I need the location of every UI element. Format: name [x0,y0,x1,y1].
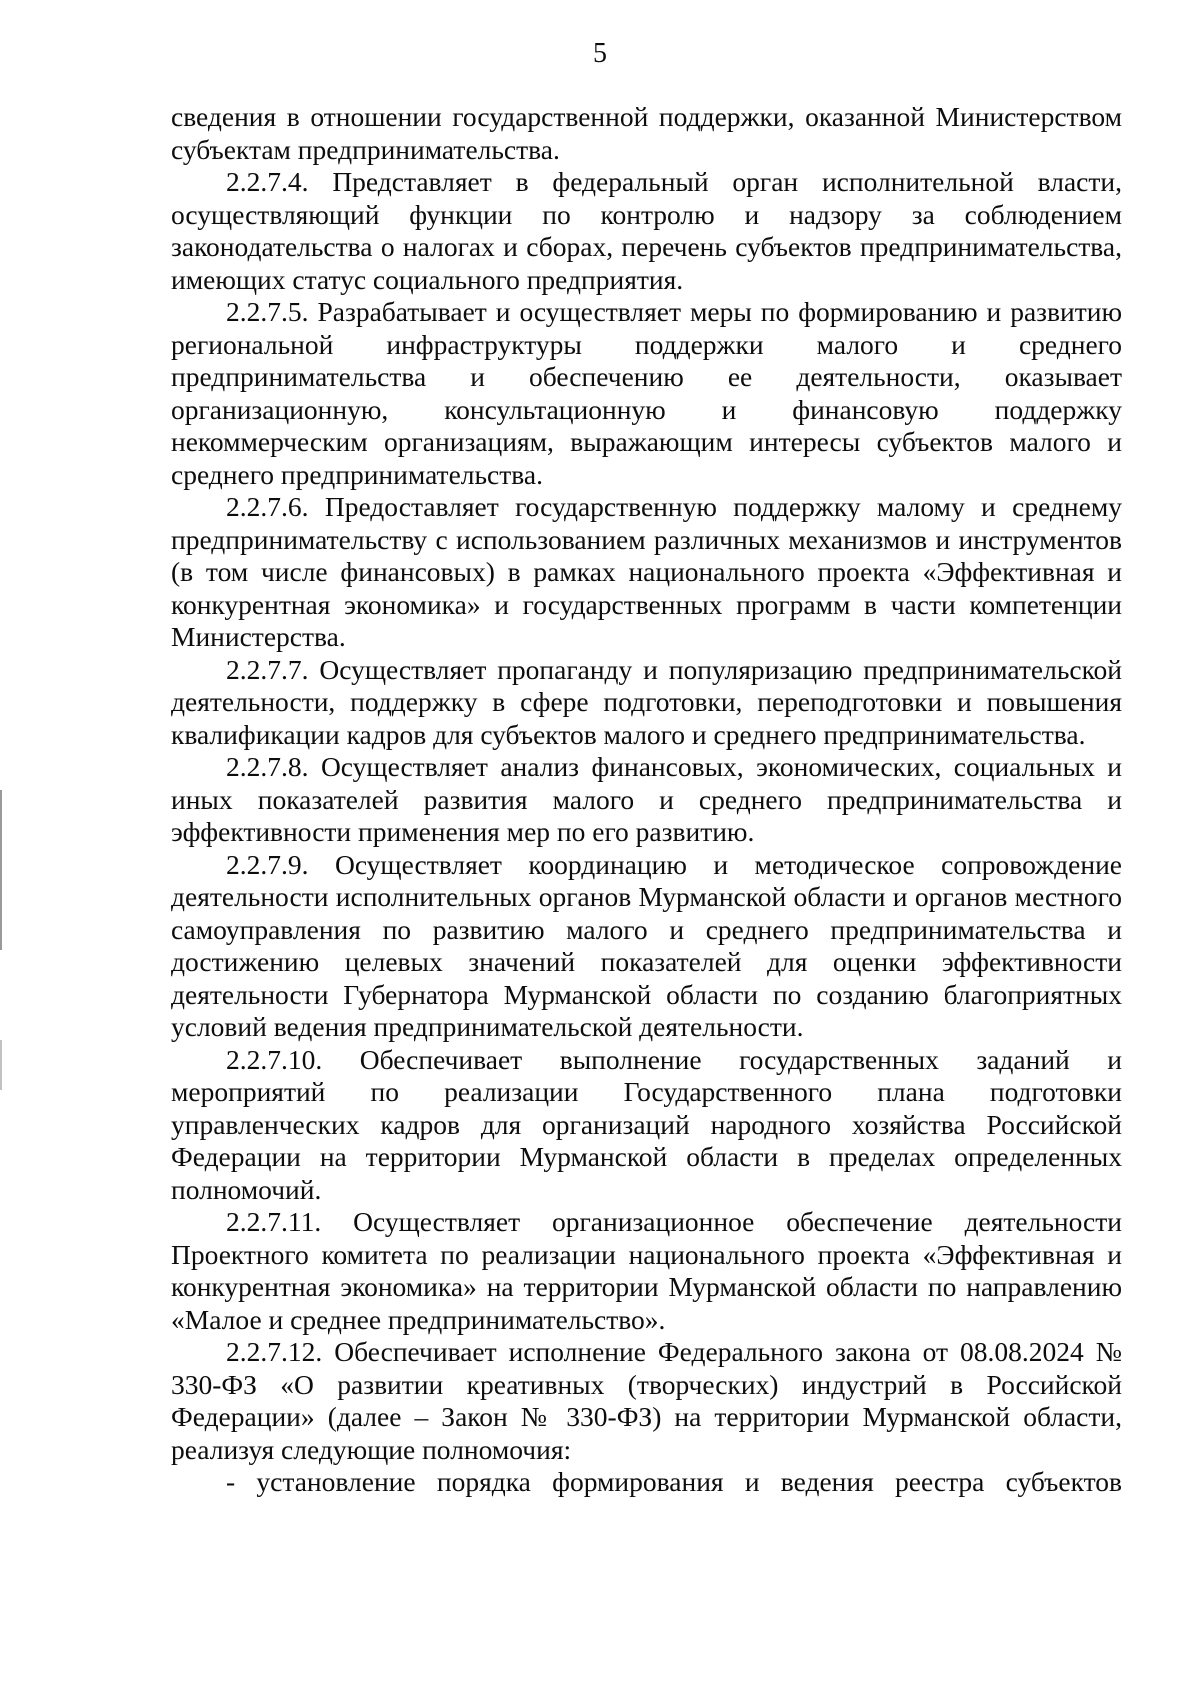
scan-edge-mark [0,790,2,950]
paragraph-2-2-7-12: 2.2.7.12. Обеспечивает исполнение Федерального закона от 08.08.2024 № 330-ФЗ «О развитии креативных (творческих) индустрий в Российской Федерации» (далее – Закон № 330-ФЗ) на территории Мурманской области, реализуя следующие полномочия: [171,1336,1122,1465]
paragraph-2-2-7-5: 2.2.7.5. Разрабатывает и осуществляет меры по формированию и развитию региональной инфраструктуры поддержки малого и среднего предпринимательства и обеспечению ее деятельности, оказывает организационную, консультационную и финансовую поддержку некоммерческим организациям, выражающим интересы субъектов малого и среднего предпринимательства. [171,296,1122,490]
scan-edge-mark [0,1040,2,1090]
page-number: 5 [593,38,607,69]
paragraph-2-2-7-10: 2.2.7.10. Обеспечивает выполнение государственных заданий и мероприятий по реализации Государственного плана подготовки управленческих кадров для организаций народного хозяйства Российской Федерации на территории Мурманской области в пределах определенных полномочий. [171,1043,1122,1205]
paragraph-2-2-7-8: 2.2.7.8. Осуществляет анализ финансовых, экономических, социальных и иных показателей развития малого и среднего предпринимательства и эффективности применения мер по его развитию. [171,751,1122,847]
list-item-registry: - установление порядка формирования и ведения реестра субъектов [226,1466,1122,1497]
paragraph-2-2-7-7: 2.2.7.7. Осуществляет пропаганду и популяризацию предпринимательской деятельности, поддержку в сфере подготовки, переподготовки и повышения квалификации кадров для субъектов малого и среднего предпринимательства. [171,653,1122,750]
paragraph-2-2-7-11: 2.2.7.11. Осуществляет организационное обеспечение деятельности Проектного комитета по реализации национального проекта «Эффективная и конкурентная экономика» на территории Мурманской области по направлению «Малое и среднее предпринимательство». [171,1206,1122,1335]
paragraph-2-2-7-4: 2.2.7.4. Представляет в федеральный орган исполнительной власти, осуществляющий функции по контролю и надзору за соблюдением законодательства о налогах и сборах, перечень субъектов предпринимательства, имеющих статус социального предприятия. [171,166,1122,295]
paragraph-2-2-7-6: 2.2.7.6. Предоставляет государственную поддержку малому и среднему предпринимательству с использованием различных механизмов и инструментов (в том числе финансовых) в рамках национального проекта «Эффективная и конкурентная экономика» и государственных программ в части компетенции Министерства. [171,491,1122,652]
document-body [171,101,1122,1499]
paragraph-2-2-7-9: 2.2.7.9. Осуществляет координацию и методическое сопровождение деятельности исполнительных органов Мурманской области и органов местного самоуправления по развитию малого и среднего предпринимательства и достижению целевых значений показателей для оценки эффективности деятельности Губернатора Мурманской области по созданию благоприятных условий ведения предпринимательской деятельности. [171,848,1122,1042]
paragraph-continuation: сведения в отношении государственной поддержки, оказанной Министерством субъектам предпринимательства. [171,101,1122,165]
